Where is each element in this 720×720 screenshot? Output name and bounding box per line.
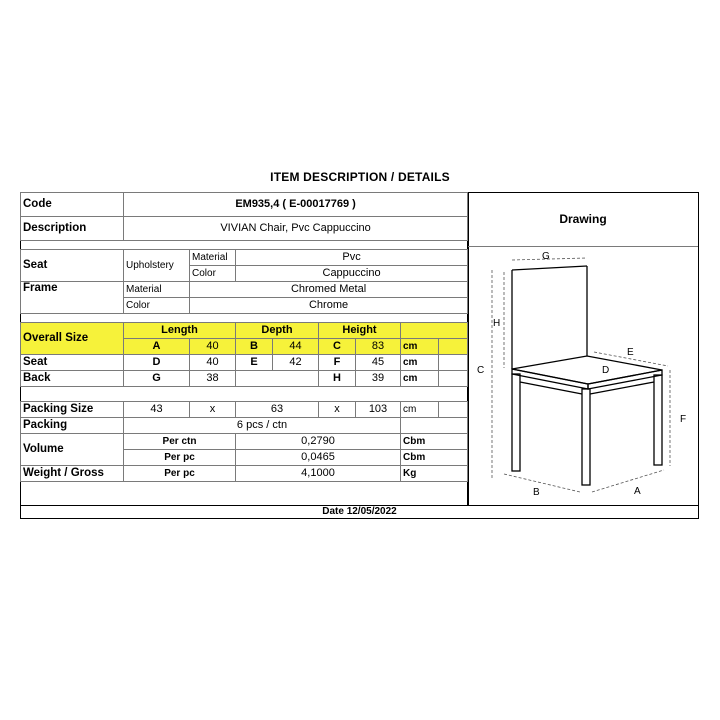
dim-f-value: 45: [356, 355, 401, 371]
frame-color-value: Chrome: [190, 298, 468, 314]
volume-per-ctn-unit: Cbm: [401, 434, 468, 450]
overall-unit: cm: [401, 339, 439, 355]
blank-cell: [439, 339, 468, 355]
volume-per-ctn-label: Per ctn: [124, 434, 236, 450]
date-footer: Date 12/05/2022: [20, 505, 699, 519]
dim-c-label: C: [319, 339, 356, 355]
packing-size-row: [21, 402, 468, 418]
code-row: [21, 193, 468, 217]
weight-value: 4,1000: [236, 466, 401, 482]
drawing-separator: [468, 246, 698, 247]
drawing-label-c: C: [477, 365, 485, 376]
drawing-label-a: A: [634, 486, 641, 497]
seat-material-label: Material: [190, 250, 236, 266]
volume-label: Volume: [21, 434, 124, 466]
spacer-row: [21, 314, 468, 323]
volume-per-ctn-value: 0,2790: [236, 434, 401, 450]
back-size-label: Back: [21, 371, 124, 387]
drawing-label-g: G: [542, 251, 550, 262]
seat-front-edge: [512, 369, 588, 389]
dim-d-label: D: [124, 355, 190, 371]
weight-row: [21, 466, 468, 482]
dim-h-value: 39: [356, 371, 401, 387]
seat-label: Seat: [21, 250, 124, 282]
leg-back-right: [654, 375, 662, 465]
overall-size-label: Overall Size: [21, 323, 124, 355]
unit-header-blank: [401, 323, 468, 339]
back-size-row: [21, 371, 468, 387]
leg-front-left: [512, 374, 520, 471]
blank-cell: [236, 371, 319, 387]
dim-h-label: H: [319, 371, 356, 387]
dim-f-label: F: [319, 355, 356, 371]
packing-x-2: x: [319, 402, 356, 418]
seat-upholstery-label: Upholstery: [124, 250, 190, 282]
packing-value: 6 pcs / ctn: [124, 418, 401, 434]
seat-side-edge: [588, 370, 662, 389]
weight-per-pc-label: Per pc: [124, 466, 236, 482]
blank-cell: [439, 402, 468, 418]
frame-material-row: [21, 282, 468, 298]
blank-cell: [401, 418, 468, 434]
code-label: Code: [21, 193, 124, 217]
packing-row: [21, 418, 468, 434]
volume-per-pc-label: Per pc: [124, 450, 236, 466]
drawing-title: Drawing: [559, 212, 607, 226]
dim-e-label: E: [236, 355, 273, 371]
code-value: EM935,4 ( E-00017769 ): [124, 193, 468, 217]
volume-per-ctn-row: [21, 434, 468, 450]
drawing-label-b: B: [533, 487, 540, 498]
packing-x-1: x: [190, 402, 236, 418]
seat-size-row: [21, 355, 468, 371]
drawing-label-e: E: [627, 347, 634, 358]
dim-e-value: 42: [273, 355, 319, 371]
height-header: Height: [319, 323, 401, 339]
blank-cell: [439, 355, 468, 371]
dim-d-value: 40: [190, 355, 236, 371]
description-row: [21, 217, 468, 241]
backrest-top-edge: [512, 266, 587, 270]
dim-line-a: [592, 470, 664, 492]
frame-material-label: Material: [124, 282, 190, 298]
blank-cell: [439, 371, 468, 387]
drawing-label-f: F: [680, 414, 687, 425]
description-value: VIVIAN Chair, Pvc Cappuccino: [124, 217, 468, 241]
spacer-row: [21, 387, 468, 402]
length-header: Length: [124, 323, 236, 339]
back-unit: cm: [401, 371, 439, 387]
packing-width: 63: [236, 402, 319, 418]
seat-color-value: Cappuccino: [236, 266, 468, 282]
packing-length: 43: [124, 402, 190, 418]
seat-material-value: Pvc: [236, 250, 468, 266]
leg-front-right: [582, 389, 590, 485]
rail-front: [520, 382, 582, 394]
frame-label: Frame: [21, 282, 124, 314]
dim-g-label: G: [124, 371, 190, 387]
seat-color-label: Color: [190, 266, 236, 282]
volume-per-pc-unit: Cbm: [401, 450, 468, 466]
drawing-label-d: D: [602, 365, 610, 376]
drawing-label-h: H: [493, 318, 501, 329]
rail-side: [590, 382, 654, 394]
dim-a-value: 40: [190, 339, 236, 355]
dim-line-b: [504, 474, 580, 492]
seat-unit: cm: [401, 355, 439, 371]
spacer-row: [21, 241, 468, 250]
weight-label: Weight / Gross: [21, 466, 124, 482]
packing-unit: cm: [401, 402, 439, 418]
dim-b-label: B: [236, 339, 273, 355]
description-label: Description: [21, 217, 124, 241]
volume-per-pc-value: 0,0465: [236, 450, 401, 466]
packing-height: 103: [356, 402, 401, 418]
document-title: ITEM DESCRIPTION / DETAILS: [270, 170, 450, 184]
packing-label: Packing: [21, 418, 124, 434]
overall-size-header-row: [21, 323, 468, 339]
dim-c-value: 83: [356, 339, 401, 355]
seat-material-row: [21, 250, 468, 266]
depth-header: Depth: [236, 323, 319, 339]
chair-dimension-drawing: [468, 248, 698, 504]
packing-size-label: Packing Size: [21, 402, 124, 418]
weight-unit: Kg: [401, 466, 468, 482]
dim-b-value: 44: [273, 339, 319, 355]
frame-color-label: Color: [124, 298, 190, 314]
dim-g-value: 38: [190, 371, 236, 387]
frame-material-value: Chromed Metal: [190, 282, 468, 298]
spec-table: [20, 192, 468, 482]
dim-a-label: A: [124, 339, 190, 355]
seat-size-label: Seat: [21, 355, 124, 371]
